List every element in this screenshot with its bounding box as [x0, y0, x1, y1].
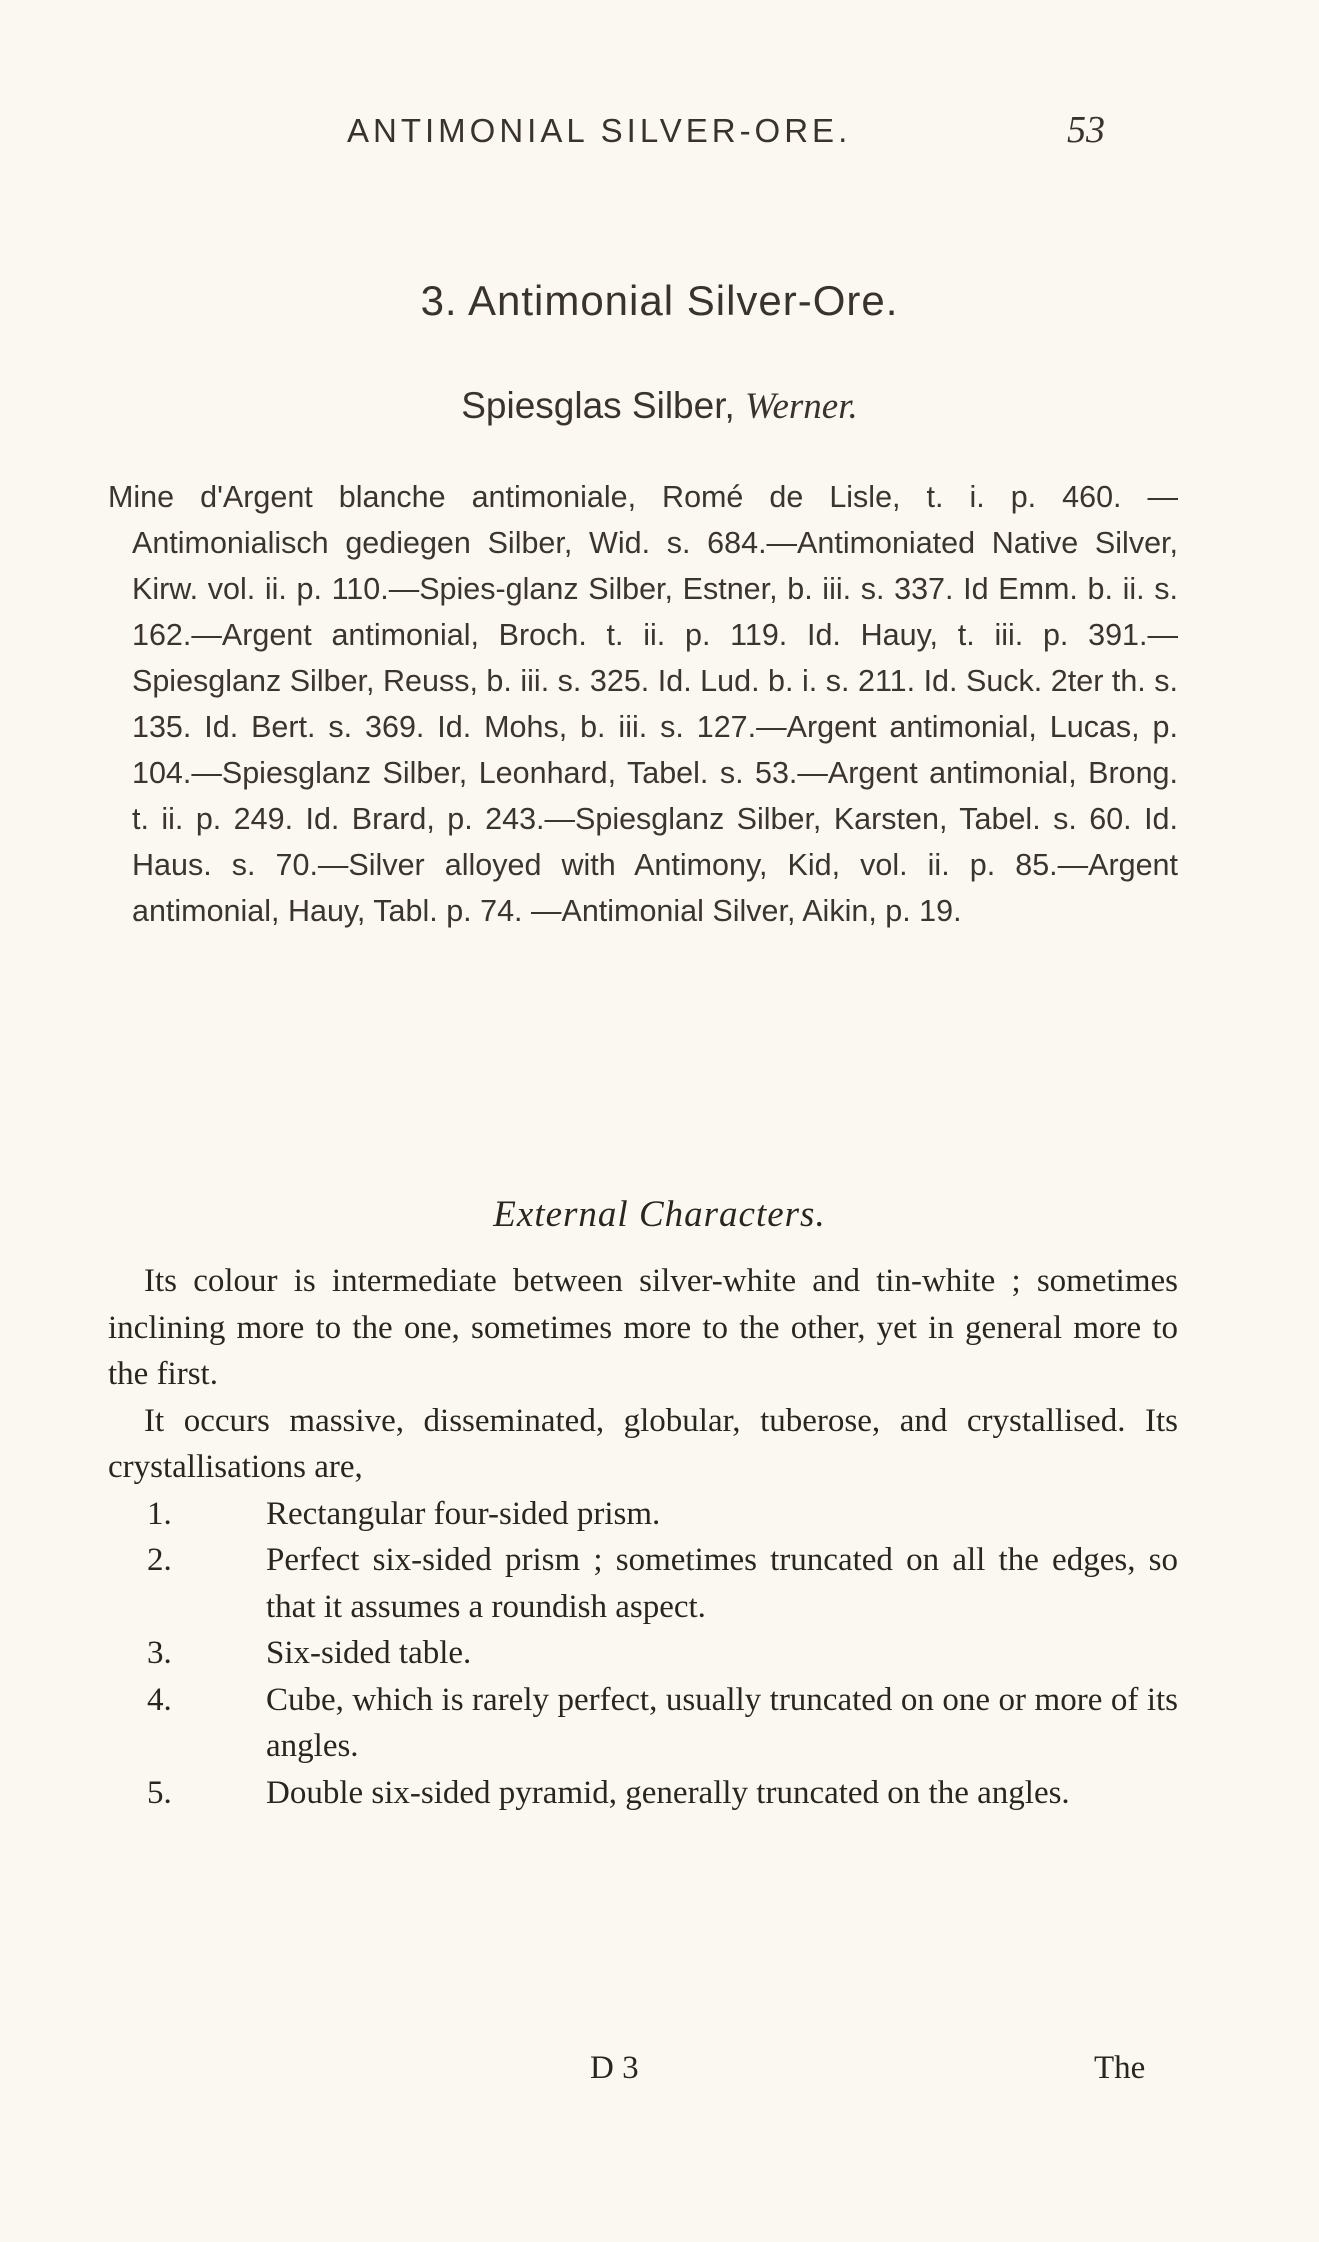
crystallisation-list — [108, 1491, 1178, 1817]
list-item-number: 2. — [147, 1542, 172, 1578]
list-item — [108, 1537, 1178, 1630]
list-item-number: 5. — [147, 1774, 172, 1811]
external-characters-heading: External Characters. — [493, 1194, 826, 1235]
list-item-number: 4. — [147, 1681, 172, 1718]
list-item-text: Cube, which is rarely perfect, usually truncated on one or more of its angles. — [266, 1681, 1178, 1764]
subtitle — [0, 385, 1319, 428]
list-item-text: Six-sided table. — [266, 1635, 472, 1671]
list-item-number: 1. — [147, 1495, 172, 1532]
subtitle-author: Werner. — [745, 386, 858, 427]
list-item — [108, 1770, 1178, 1817]
list-item-text: Rectangular four-sided prism. — [266, 1495, 661, 1532]
subtitle-name: Spiesglas Silber, — [461, 385, 735, 426]
list-item — [108, 1630, 1178, 1677]
list-item — [108, 1677, 1178, 1770]
list-item-number: 3. — [147, 1635, 172, 1671]
list-item-text: Perfect six-sided prism ; sometimes truncated on all the edges, so that it assumes a roundish aspect. — [266, 1542, 1178, 1625]
synonymy-block — [108, 474, 1178, 934]
running-head: ANTIMONIAL SILVER-ORE. — [347, 112, 852, 149]
list-item-text: Double six-sided pyramid, generally truncated on the angles. — [266, 1774, 1070, 1811]
catchword: The — [1094, 2050, 1146, 2086]
colour-paragraph: Its colour is intermediate between silver-white and tin-white ; sometimes inclining more to the one, sometimes more to the other, yet in general more to the first. — [108, 1263, 1178, 1392]
section-title: 3. Antimonial Silver-Ore. — [420, 277, 899, 324]
list-item — [108, 1491, 1178, 1538]
page-number: 53 — [1067, 109, 1105, 151]
occurrence-paragraph: It occurs massive, disseminated, globular, tuberose, and crystallised. Its crystallisations are, — [108, 1402, 1178, 1485]
body-text — [108, 1258, 1178, 1816]
synonymy-text: Mine d'Argent blanche antimoniale, Romé de Lisle, t. i. p. 460. —Antimonialisch gediegen Silber, Wid. s. 684.—Antimoniated Native Silver, Kirw. vol. ii. p. 110.—Spies-glanz Silber, Estner, b. iii. s. 337. Id Emm. b. ii. s. 162.—Argent antimonial, Broch. t. ii. p. 119. Id. Hauy, t. iii. p. 391.—Spiesglanz Silber, Reuss, b. iii. s. 325. Id. Lud. b. i. s. 211. Id. Suck. 2ter th. s. 135. Id. Bert. s. 369. Id. Mohs, b. iii. s. 127.—Argent antimonial, Lucas, p. 104.—Spiesglanz Silber, Leonhard, Tabel. s. 53.—Argent antimonial, Brong. t. ii. p. 249. Id. Brard, p. 243.—Spiesglanz Silber, Karsten, Tabel. s. 60. Id. Haus. s. 70.—Silver alloyed with Antimony, Kid, vol. ii. p. 85.—Argent antimonial, Hauy, Tabl. p. 74. —Antimonial Silver, Aikin, p. 19. — [108, 480, 1178, 928]
signature-mark: D 3 — [590, 2050, 639, 2086]
